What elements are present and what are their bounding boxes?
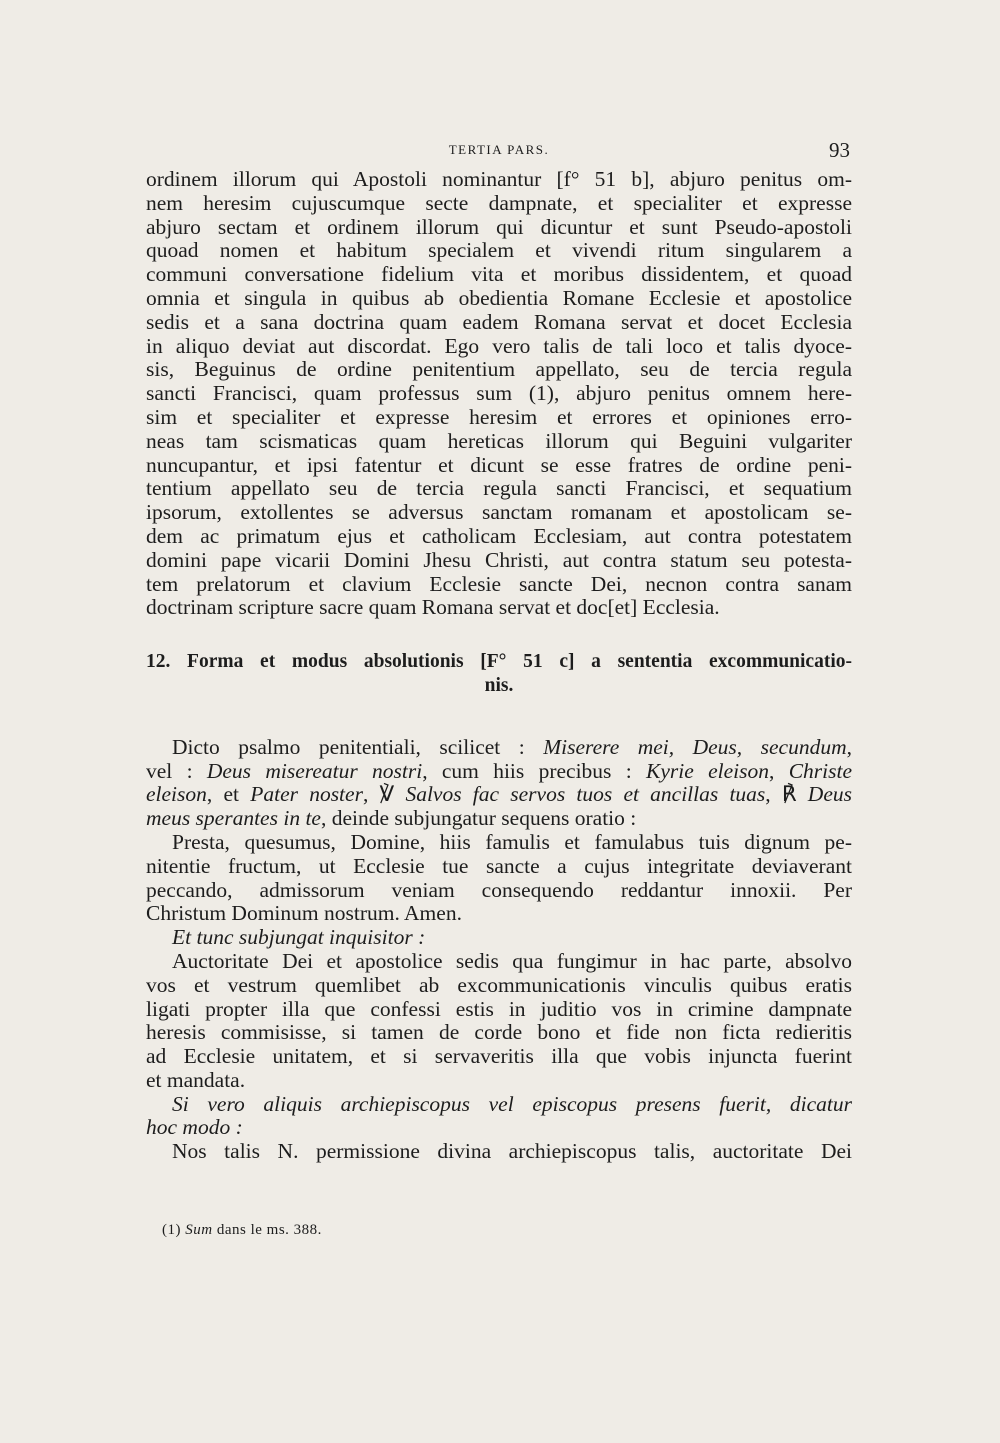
text-line: ipsorum, extollentes se adversus sanctam romanam et apostolicam se-	[146, 500, 852, 525]
text-line: tem prelatorum et clavium Ecclesie sancte Dei, necnon contra sanam	[146, 571, 852, 596]
text-line: neas tam scismaticas quam hereticas illorum qui Beguini vulgariter	[146, 428, 852, 453]
paragraph-absolution	[146, 950, 852, 1093]
text-line	[146, 807, 852, 831]
italic-span: Salvos fac servos tuos et ancillas tuas	[405, 782, 766, 807]
italic-span: Pater noster	[250, 782, 363, 807]
italic-span: Deus misereatur nostri	[206, 758, 423, 783]
text-line: dem ac primatum ejus et catholicam Ecclesiam, aut contra potestatem	[146, 523, 852, 548]
italic-span: Si vero aliquis archiepiscopus vel episcopus presens fuerit, dicatur	[172, 1091, 852, 1116]
footnote	[162, 1222, 322, 1239]
running-head	[146, 138, 852, 168]
text-span: , ℟	[765, 782, 808, 807]
text-line: doctrinam scripture sacre quam Romana servat et doc[et] Ecclesia.	[146, 595, 720, 620]
italic-span: Et tunc subjungat inquisitor :	[172, 925, 426, 950]
text-span: , cum hiis precibus :	[422, 758, 647, 783]
text-line	[146, 760, 852, 784]
text-line: sim et specialiter et expresse heresim et errores et opiniones erro-	[146, 404, 852, 429]
text-line	[146, 1093, 852, 1117]
text-line: in aliquo deviat aut discordat. Ego vero talis de tali loco et talis dyoce-	[146, 333, 852, 358]
text-line: sedis et a sana doctrina quam eadem Romana servat et docet Ecclesia	[146, 309, 852, 334]
text-line: heresis commisisse, si tamen de corde bono et fide non ficta redieritis	[146, 1020, 852, 1045]
italic-span: Miserere mei, Deus, secundum	[543, 734, 847, 759]
text-line: sis, Beguinus de ordine penitentium appellato, seu de tercia regula	[146, 357, 852, 382]
italic-span: Deus	[807, 782, 852, 807]
text-line: ordinem illorum qui Apostoli nominantur [f° 51 b], abjuro penitus om-	[146, 167, 852, 191]
text-line: Christum Dominum nostrum. Amen.	[146, 901, 462, 926]
text-line: domini pape vicarii Domini Jhesu Christi, aut contra statum seu potesta-	[146, 547, 852, 572]
text-span: , deinde subjungatur sequens oratio :	[320, 806, 637, 831]
text-span: dans le ms. 388.	[212, 1222, 322, 1238]
rubric-bishop	[146, 1093, 852, 1141]
text-line: nem heresim cujuscumque secte dampnate, et specialiter et expresse	[146, 190, 852, 215]
italic-span: Sum	[185, 1222, 213, 1238]
running-title: TERTIA PARS.	[448, 142, 550, 157]
italic-span: hoc modo :	[146, 1115, 243, 1140]
italic-span: Kyrie eleison	[646, 758, 769, 783]
text-line: Auctoritate Dei et apostolice sedis qua fungimur in hac parte, absolvo	[172, 948, 852, 973]
text-line: ligati propter illa que confessi estis in juditio vos in crimine dampnate	[146, 996, 852, 1021]
paragraph-psalm	[146, 736, 852, 831]
rubric-inquisitor	[146, 926, 852, 950]
text-span: ,	[846, 734, 852, 759]
text-span: vel :	[146, 758, 207, 783]
section-heading-line: 12. Forma et modus absolutionis [F° 51 c] a sententia excommunicatio-	[146, 651, 852, 673]
text-line: peccando, admissorum veniam consequendo reddantur innoxii. Per	[146, 877, 852, 902]
text-line	[146, 1116, 852, 1140]
paragraph-prayer	[146, 831, 852, 926]
text-line: vos et vestrum quemlibet ab excommunicationis vinculis quibus eratis	[146, 972, 852, 997]
text-span: , et	[206, 782, 251, 807]
text-line: nitentie fructum, ut Ecclesie tue sancte a cujus integritate deviaverant	[146, 853, 852, 878]
text-line: communi conversatione fidelium vita et moribus dissidentem, et quoad	[146, 262, 852, 287]
text-line: omnia et singula in quibus ab obedientia Romane Ecclesie et apostolice	[146, 285, 852, 310]
italic-span: Christe	[788, 758, 853, 783]
text-line: abjuro sectam et ordinem illorum qui dicuntur et sunt Pseudo-apostoli	[146, 214, 852, 239]
footnote-marker: (1)	[162, 1222, 186, 1238]
text-line: sancti Francisci, quam professus sum (1), abjuro penitus omnem here-	[146, 381, 852, 406]
paragraph-abjuration	[146, 168, 852, 620]
section-heading-line: nis.	[484, 674, 514, 696]
paragraph-archbishop: Nos talis N. permissione divina archiepiscopus talis, auctoritate Dei	[172, 1139, 852, 1164]
text-line: quoad nomen et habitum specialem et vivendi ritum singularem a	[146, 238, 852, 263]
text-line	[146, 783, 852, 807]
text-line: nuncupantur, et ipsi fatentur et dicunt se esse fratres de ordine peni-	[146, 452, 852, 477]
text-line: ad Ecclesie unitatem, et si servaveritis illa que vobis injuncta fuerint	[146, 1044, 852, 1069]
page-body	[146, 138, 852, 1164]
italic-span: meus sperantes in te	[146, 806, 321, 831]
text-line: Presta, quesumus, Domine, hiis famulis et famulabus tuis dignum pe-	[172, 829, 852, 854]
page-number: 93	[829, 138, 850, 162]
text-line	[146, 736, 852, 760]
text-line: et mandata.	[146, 1067, 246, 1092]
text-span: , ℣	[362, 782, 406, 807]
section-heading	[146, 650, 852, 698]
text-span: Dicto psalmo penitentiali, scilicet :	[172, 734, 544, 759]
italic-span: eleison	[146, 782, 207, 807]
text-line: tentium appellato seu de tercia regula sancti Francisci, et sequatium	[146, 476, 852, 501]
text-span: ,	[769, 758, 789, 783]
